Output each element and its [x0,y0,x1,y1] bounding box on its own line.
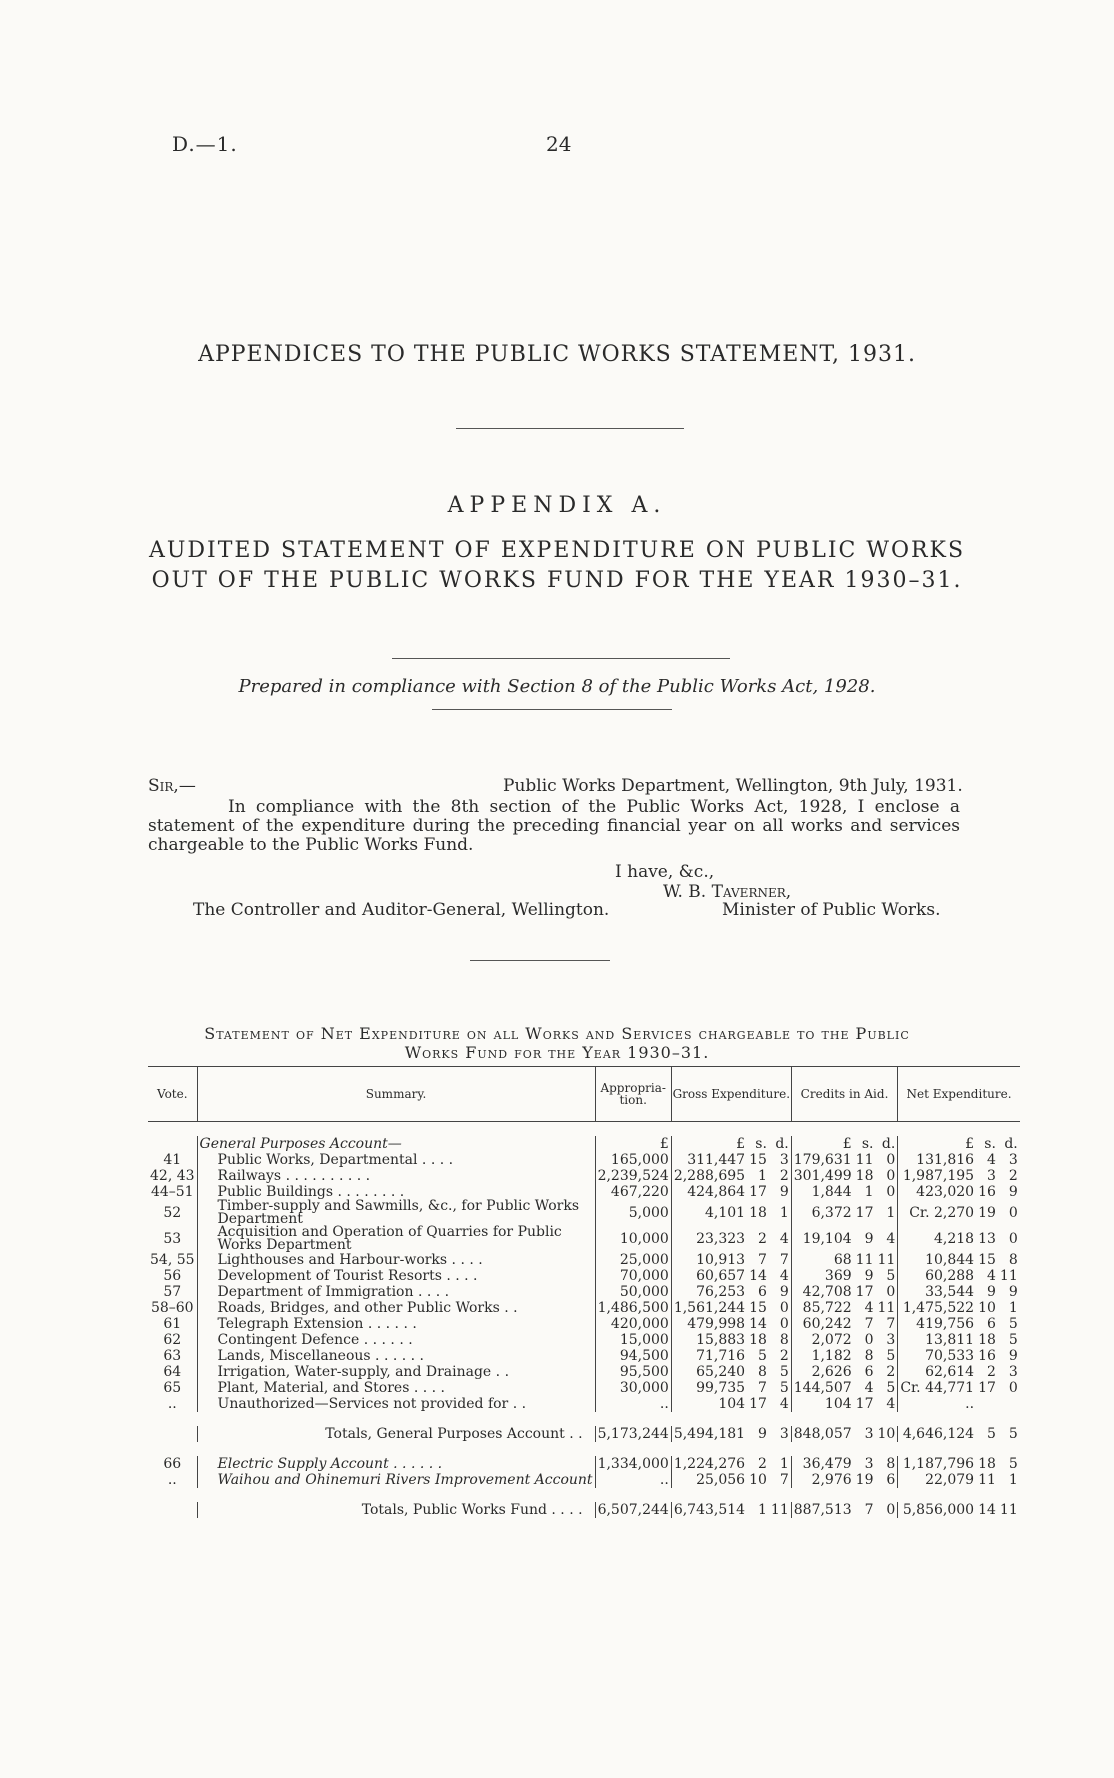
credit-pounds-cell: 36,479 [791,1456,853,1472]
net-pounds-cell: 70,533 [898,1348,976,1364]
gross-pounds-cell: 5,494,181 [671,1426,747,1442]
gross-pounds-cell: 76,253 [671,1284,747,1300]
section-label: General Purposes Account— [197,1136,595,1152]
credit-shillings-cell: 3 [864,1426,874,1442]
appendix-heading: APPENDIX A. [447,493,667,518]
appropriation-cell: 30,000 [595,1380,671,1396]
net-pence-cell: 5 [1008,1332,1018,1348]
vote-cell [148,1426,197,1442]
summary-cell: Plant, Material, and Stores . . . . [197,1380,595,1396]
credit-shillings-cell: 19 [855,1472,874,1488]
credit-pence-cell: 2 [886,1364,896,1380]
gross-shillings-cell: 1 [758,1502,767,1518]
net-shillings-cell: 16 [978,1184,996,1200]
table-row [148,1332,1020,1348]
gross-pounds-cell: 60,657 [671,1268,747,1284]
credit-shillings-cell: 11 [855,1252,874,1268]
table-row [148,1226,1020,1252]
summary-cell: Timber-supply and Sawmills, &c., for Public Works Department [197,1200,595,1226]
net-pence-cell: 0 [1008,1205,1018,1221]
net-pounds-cell: 423,020 [898,1184,976,1200]
letter-signer: W. B. Taverner, [663,882,792,902]
gross-shillings-cell: 10 [749,1472,767,1488]
gross-shillings-cell: 15 [749,1300,767,1316]
net-shillings-cell: 4 [986,1152,996,1168]
appropriation-cell: 165,000 [595,1152,671,1168]
summary-cell: Unauthorized—Services not provided for . . [197,1396,595,1412]
gross-shillings-cell: 17 [749,1396,767,1412]
credit-shillings-cell: 6 [864,1364,874,1380]
summary-cell: Lands, Miscellaneous . . . . . . [197,1348,595,1364]
table-row [148,1348,1020,1364]
divider [432,709,672,710]
gross-pounds-cell: 10,913 [671,1252,747,1268]
vote-cell: 63 [163,1348,182,1364]
appropriation-cell: 95,500 [595,1364,671,1380]
gross-shillings-cell: 17 [749,1184,767,1200]
summary-cell: Railways . . . . . . . . . . [197,1168,595,1184]
credit-pounds-cell: 2,626 [791,1364,853,1380]
credit-pounds-cell: 1,844 [791,1184,853,1200]
credit-pence-cell: 6 [886,1472,896,1488]
gross-pounds-cell: 2,288,695 [671,1168,747,1184]
table-header-row [148,1067,1020,1122]
vote-cell: 54, 55 [150,1252,195,1268]
gross-pence-cell: 7 [779,1472,789,1488]
table-row [148,1152,1020,1168]
net-pounds-cell: 13,811 [898,1332,976,1348]
totals-row [148,1426,1020,1442]
gross-shillings-cell: 14 [749,1268,767,1284]
credit-pounds-cell: 887,513 [791,1502,853,1518]
credit-shillings-cell: 7 [864,1502,874,1518]
credit-shillings-cell: 1 [864,1184,874,1200]
net-pounds-cell: 10,844 [898,1252,976,1268]
gross-pounds-cell: 6,743,514 [671,1502,747,1518]
gross-pounds-cell: 1,224,276 [671,1456,747,1472]
net-pence-cell: 11 [999,1502,1018,1518]
header-gross: Gross Expenditure. [671,1067,791,1122]
credit-pence-cell: 10 [877,1426,896,1442]
gross-shillings-cell: 8 [758,1364,767,1380]
gross-shillings-cell: 6 [758,1284,767,1300]
net-pence-cell: 8 [1008,1252,1018,1268]
credit-pounds-cell: 848,057 [791,1426,853,1442]
vote-cell: .. [167,1472,177,1488]
statement-title-line-2: Works Fund for the Year 1930–31. [404,1043,710,1062]
net-shillings-cell: 5 [986,1426,996,1442]
table-row [148,1268,1020,1284]
net-pounds-cell: 33,544 [898,1284,976,1300]
table-row [148,1456,1020,1472]
credit-pounds-cell: 2,072 [791,1332,853,1348]
credit-shillings-cell: 9 [864,1268,874,1284]
credit-shillings-cell: 3 [864,1456,874,1472]
net-shillings-cell: 17 [978,1380,996,1396]
net-shillings-cell: 15 [978,1252,996,1268]
unit-shilling: s. [755,1136,767,1152]
net-shillings-cell: 16 [978,1348,996,1364]
appropriation-cell: 1,334,000 [595,1456,671,1472]
expenditure-table [148,1066,1020,1518]
net-pence-cell: 5 [1008,1316,1018,1332]
appropriation-cell: 94,500 [595,1348,671,1364]
summary-cell: Public Buildings . . . . . . . . [197,1184,595,1200]
gross-pounds-cell: 71,716 [671,1348,747,1364]
subtitle-line-2: OUT OF THE PUBLIC WORKS FUND FOR THE YEAR 1930–31. [151,568,963,593]
divider [392,658,730,659]
gross-shillings-cell: 15 [749,1152,767,1168]
gross-shillings-cell: 1 [758,1168,767,1184]
net-pence-cell: 5 [1008,1426,1018,1442]
appropriation-cell: .. [595,1472,671,1488]
net-shillings-cell: 10 [978,1300,996,1316]
vote-cell: 42, 43 [150,1168,195,1184]
credit-pounds-cell: 6,372 [791,1200,853,1226]
net-pounds-cell: 4,218 [898,1226,976,1252]
summary-cell: Waihou and Ohinemuri Rivers Improvement Account [197,1472,595,1488]
vote-cell: 52 [163,1205,182,1221]
letter-addressee: The Controller and Auditor-General, Wellington. [193,900,610,920]
appropriation-cell: 5,000 [595,1200,671,1226]
net-pounds-cell: 22,079 [898,1472,976,1488]
gross-pounds-cell: 25,056 [671,1472,747,1488]
net-pence-cell: 1 [1008,1472,1018,1488]
summary-cell: Lighthouses and Harbour-works . . . . [197,1252,595,1268]
net-shillings-cell: 18 [978,1456,996,1472]
appropriation-cell: 15,000 [595,1332,671,1348]
summary-cell: Development of Tourist Resorts . . . . [197,1268,595,1284]
unit-pound: £ [671,1136,747,1152]
net-pence-cell: 2 [1008,1168,1018,1184]
credit-pounds-cell: 19,104 [791,1226,853,1252]
vote-cell [148,1502,197,1518]
gross-pence-cell: 0 [779,1300,789,1316]
net-pence-cell: 11 [999,1268,1018,1284]
vote-cell: 65 [163,1380,182,1396]
gross-pounds-cell: 311,447 [671,1152,747,1168]
table-row [148,1396,1020,1412]
gross-pence-cell: 1 [779,1205,789,1221]
summary-cell: Telegraph Extension . . . . . . [197,1316,595,1332]
gross-pence-cell: 3 [779,1152,789,1168]
credit-pounds-cell: 68 [791,1252,853,1268]
net-pence-cell: 0 [1008,1231,1018,1247]
header-credits: Credits in Aid. [791,1067,898,1122]
credit-pence-cell: 7 [886,1316,896,1332]
credit-pence-cell: 3 [886,1332,896,1348]
net-shillings-cell [976,1396,998,1412]
letter-place-date: Public Works Department, Wellington, 9th July, 1931. [503,776,963,796]
gross-shillings-cell: 18 [749,1205,767,1221]
credit-pounds-cell: 369 [791,1268,853,1284]
gross-pence-cell: 11 [770,1502,789,1518]
credit-shillings-cell: 17 [855,1396,874,1412]
gross-pounds-cell: 15,883 [671,1332,747,1348]
appropriation-cell: 10,000 [595,1226,671,1252]
summary-cell: Department of Immigration . . . . [197,1284,595,1300]
credit-shillings-cell: 17 [855,1205,874,1221]
credit-pence-cell: 5 [886,1268,896,1284]
vote-cell: 41 [163,1152,182,1168]
table-row [148,1472,1020,1488]
appropriation-cell: 6,507,244 [595,1502,671,1518]
gross-shillings-cell: 7 [758,1380,767,1396]
net-pence-cell: 9 [1008,1348,1018,1364]
gross-pounds-cell: 1,561,244 [671,1300,747,1316]
net-shillings-cell: 2 [986,1364,996,1380]
credit-shillings-cell: 0 [864,1332,874,1348]
net-pounds-cell: Cr. 44,771 [898,1380,976,1396]
divider [456,428,684,429]
credit-pence-cell: 0 [886,1284,896,1300]
gross-shillings-cell: 2 [758,1456,767,1472]
net-shillings-cell: 3 [986,1168,996,1184]
net-shillings-cell: 13 [978,1231,996,1247]
credit-pence-cell: 11 [877,1300,896,1316]
gross-pence-cell: 8 [779,1332,789,1348]
net-pence-cell: 5 [1008,1456,1018,1472]
statement-subtitle [0,536,1114,596]
appropriation-cell: 5,173,244 [595,1426,671,1442]
summary-cell: Acquisition and Operation of Quarries for Public Works Department [197,1226,595,1252]
net-shillings-cell: 14 [978,1502,996,1518]
net-pounds-cell: 4,646,124 [898,1426,976,1442]
header-summary: Summary. [197,1067,595,1122]
net-shillings-cell: 6 [986,1316,996,1332]
header-net: Net Expenditure. [898,1067,1020,1122]
gross-pounds-cell: 4,101 [671,1200,747,1226]
appropriation-cell: 70,000 [595,1268,671,1284]
credit-shillings-cell: 8 [864,1348,874,1364]
gross-pence-cell: 2 [779,1168,789,1184]
credit-pence-cell: 0 [886,1502,896,1518]
header-vote: Vote. [148,1067,197,1122]
gross-pence-cell: 2 [779,1348,789,1364]
net-pounds-cell: 419,756 [898,1316,976,1332]
table-row [148,1300,1020,1316]
credit-pounds-cell: 60,242 [791,1316,853,1332]
credit-pounds-cell: 104 [791,1396,853,1412]
letter-body: In compliance with the 8th section of the Public Works Act, 1928, I enclose a statement of the expenditure during the preceding financial year on all works and services chargeable to the Public Works Fund. [148,797,960,855]
net-pounds-cell: .. [898,1396,976,1412]
appropriation-cell: .. [595,1396,671,1412]
main-title: APPENDICES TO THE PUBLIC WORKS STATEMENT, 1931. [198,342,916,367]
appropriation-cell: 50,000 [595,1284,671,1300]
gross-pence-cell: 4 [779,1231,789,1247]
unit-pence: d. [1004,1136,1018,1152]
gross-pence-cell: 9 [779,1184,789,1200]
credit-pounds-cell: 179,631 [791,1152,853,1168]
gross-pence-cell: 0 [779,1316,789,1332]
vote-cell: 57 [163,1284,182,1300]
net-pence-cell [998,1396,1020,1412]
header-appropriation: Appropria-tion. [595,1067,671,1122]
table-row [148,1316,1020,1332]
credit-pence-cell: 4 [886,1231,896,1247]
gross-pence-cell: 4 [779,1268,789,1284]
credit-pence-cell: 0 [886,1168,896,1184]
unit-pence: d. [881,1136,896,1152]
gross-pounds-cell: 65,240 [671,1364,747,1380]
table-row [148,1252,1020,1268]
vote-cell: 53 [163,1231,182,1247]
summary-cell: Contingent Defence . . . . . . [197,1332,595,1348]
letter-salutation: Sir,— [148,776,196,796]
credit-pounds-cell: 42,708 [791,1284,853,1300]
net-pounds-cell: 1,475,522 [898,1300,976,1316]
net-pence-cell: 3 [1008,1152,1018,1168]
unit-pound: £ [595,1136,671,1152]
net-pence-cell: 9 [1008,1284,1018,1300]
net-pounds-cell: 62,614 [898,1364,976,1380]
credit-shillings-cell: 4 [864,1300,874,1316]
vote-cell: 58–60 [150,1300,194,1316]
gross-shillings-cell: 7 [758,1252,767,1268]
net-pounds-cell: 60,288 [898,1268,976,1284]
credit-pounds-cell: 2,976 [791,1472,853,1488]
vote-cell: 62 [163,1332,182,1348]
gross-pounds-cell: 99,735 [671,1380,747,1396]
unit-pence: d. [775,1136,789,1152]
credit-pounds-cell: 144,507 [791,1380,853,1396]
gross-pounds-cell: 23,323 [671,1226,747,1252]
net-pence-cell: 3 [1008,1364,1018,1380]
gross-shillings-cell: 9 [758,1426,767,1442]
unit-shilling: s. [861,1136,874,1152]
net-shillings-cell: 4 [986,1268,996,1284]
vote-cell: 56 [163,1268,182,1284]
appropriation-cell: 467,220 [595,1184,671,1200]
credit-pence-cell: 1 [886,1205,896,1221]
net-shillings-cell: 18 [978,1332,996,1348]
credit-pence-cell: 0 [886,1184,896,1200]
gross-shillings-cell: 14 [749,1316,767,1332]
appropriation-cell: 25,000 [595,1252,671,1268]
gross-shillings-cell: 2 [758,1231,767,1247]
credit-pence-cell: 5 [886,1348,896,1364]
net-pounds-cell: 1,187,796 [898,1456,976,1472]
vote-cell: 66 [163,1456,182,1472]
gross-pence-cell: 1 [779,1456,789,1472]
unit-shilling: s. [984,1136,996,1152]
unit-pound: £ [791,1136,853,1152]
summary-cell: Totals, Public Works Fund . . . . [197,1502,595,1518]
credit-shillings-cell: 11 [855,1152,874,1168]
table-row [148,1168,1020,1184]
net-pounds-cell: 1,987,195 [898,1168,976,1184]
divider [470,960,610,961]
table-row [148,1284,1020,1300]
summary-cell: Public Works, Departmental . . . . [197,1152,595,1168]
signer-title: Minister of Public Works. [722,900,941,920]
vote-cell: 44–51 [150,1184,194,1200]
section-row [148,1136,1020,1152]
unit-pound: £ [898,1136,976,1152]
credit-pence-cell: 8 [886,1456,896,1472]
net-pence-cell: 9 [1008,1184,1018,1200]
credit-pence-cell: 4 [886,1396,896,1412]
gross-pounds-cell: 479,998 [671,1316,747,1332]
vote-cell: 61 [163,1316,182,1332]
gross-shillings-cell: 18 [749,1332,767,1348]
vote-cell: .. [167,1396,177,1412]
summary-cell: Roads, Bridges, and other Public Works . . [197,1300,595,1316]
credit-pounds-cell: 1,182 [791,1348,853,1364]
net-pence-cell: 1 [1008,1300,1018,1316]
totals-row [148,1502,1020,1518]
appropriation-cell: 2,239,524 [595,1168,671,1184]
table-row [148,1200,1020,1226]
gross-pence-cell: 7 [779,1252,789,1268]
credit-pounds-cell: 85,722 [791,1300,853,1316]
gross-pounds-cell: 424,864 [671,1184,747,1200]
credit-pounds-cell: 301,499 [791,1168,853,1184]
table-row [148,1380,1020,1396]
net-shillings-cell: 19 [978,1205,996,1221]
credit-pence-cell: 11 [877,1252,896,1268]
appropriation-cell: 420,000 [595,1316,671,1332]
summary-cell: Totals, General Purposes Account . . [197,1426,595,1442]
gross-pence-cell: 5 [779,1380,789,1396]
gross-pence-cell: 3 [779,1426,789,1442]
summary-cell: Electric Supply Account . . . . . . [197,1456,595,1472]
net-pounds-cell: Cr. 2,270 [898,1200,976,1226]
gross-pence-cell: 5 [779,1364,789,1380]
table-row [148,1364,1020,1380]
credit-shillings-cell: 17 [855,1284,874,1300]
document-reference: D.—1. [172,132,238,156]
net-pounds-cell: 131,816 [898,1152,976,1168]
page-number: 24 [546,132,572,156]
summary-cell: Irrigation, Water-supply, and Drainage . . [197,1364,595,1380]
credit-shillings-cell: 7 [864,1316,874,1332]
net-pounds-cell: 5,856,000 [898,1502,976,1518]
credit-shillings-cell: 18 [855,1168,874,1184]
gross-pounds-cell: 104 [671,1396,747,1412]
gross-shillings-cell: 5 [758,1348,767,1364]
compliance-note: Prepared in compliance with Section 8 of the Public Works Act, 1928. [238,676,876,697]
subtitle-line-1: AUDITED STATEMENT OF EXPENDITURE ON PUBLIC WORKS [148,538,966,563]
net-shillings-cell: 11 [978,1472,996,1488]
net-pence-cell: 0 [1008,1380,1018,1396]
letter-closing: I have, &c., [615,862,715,882]
vote-cell: 64 [163,1364,182,1380]
credit-pence-cell: 0 [886,1152,896,1168]
gross-pence-cell: 9 [779,1284,789,1300]
gross-pence-cell: 4 [779,1396,789,1412]
net-shillings-cell: 9 [986,1284,996,1300]
credit-shillings-cell: 9 [864,1231,874,1247]
appropriation-cell: 1,486,500 [595,1300,671,1316]
credit-shillings-cell: 4 [864,1380,874,1396]
credit-pence-cell: 5 [886,1380,896,1396]
statement-title-line-1: Statement of Net Expenditure on all Works and Services chargeable to the Public [204,1024,910,1043]
